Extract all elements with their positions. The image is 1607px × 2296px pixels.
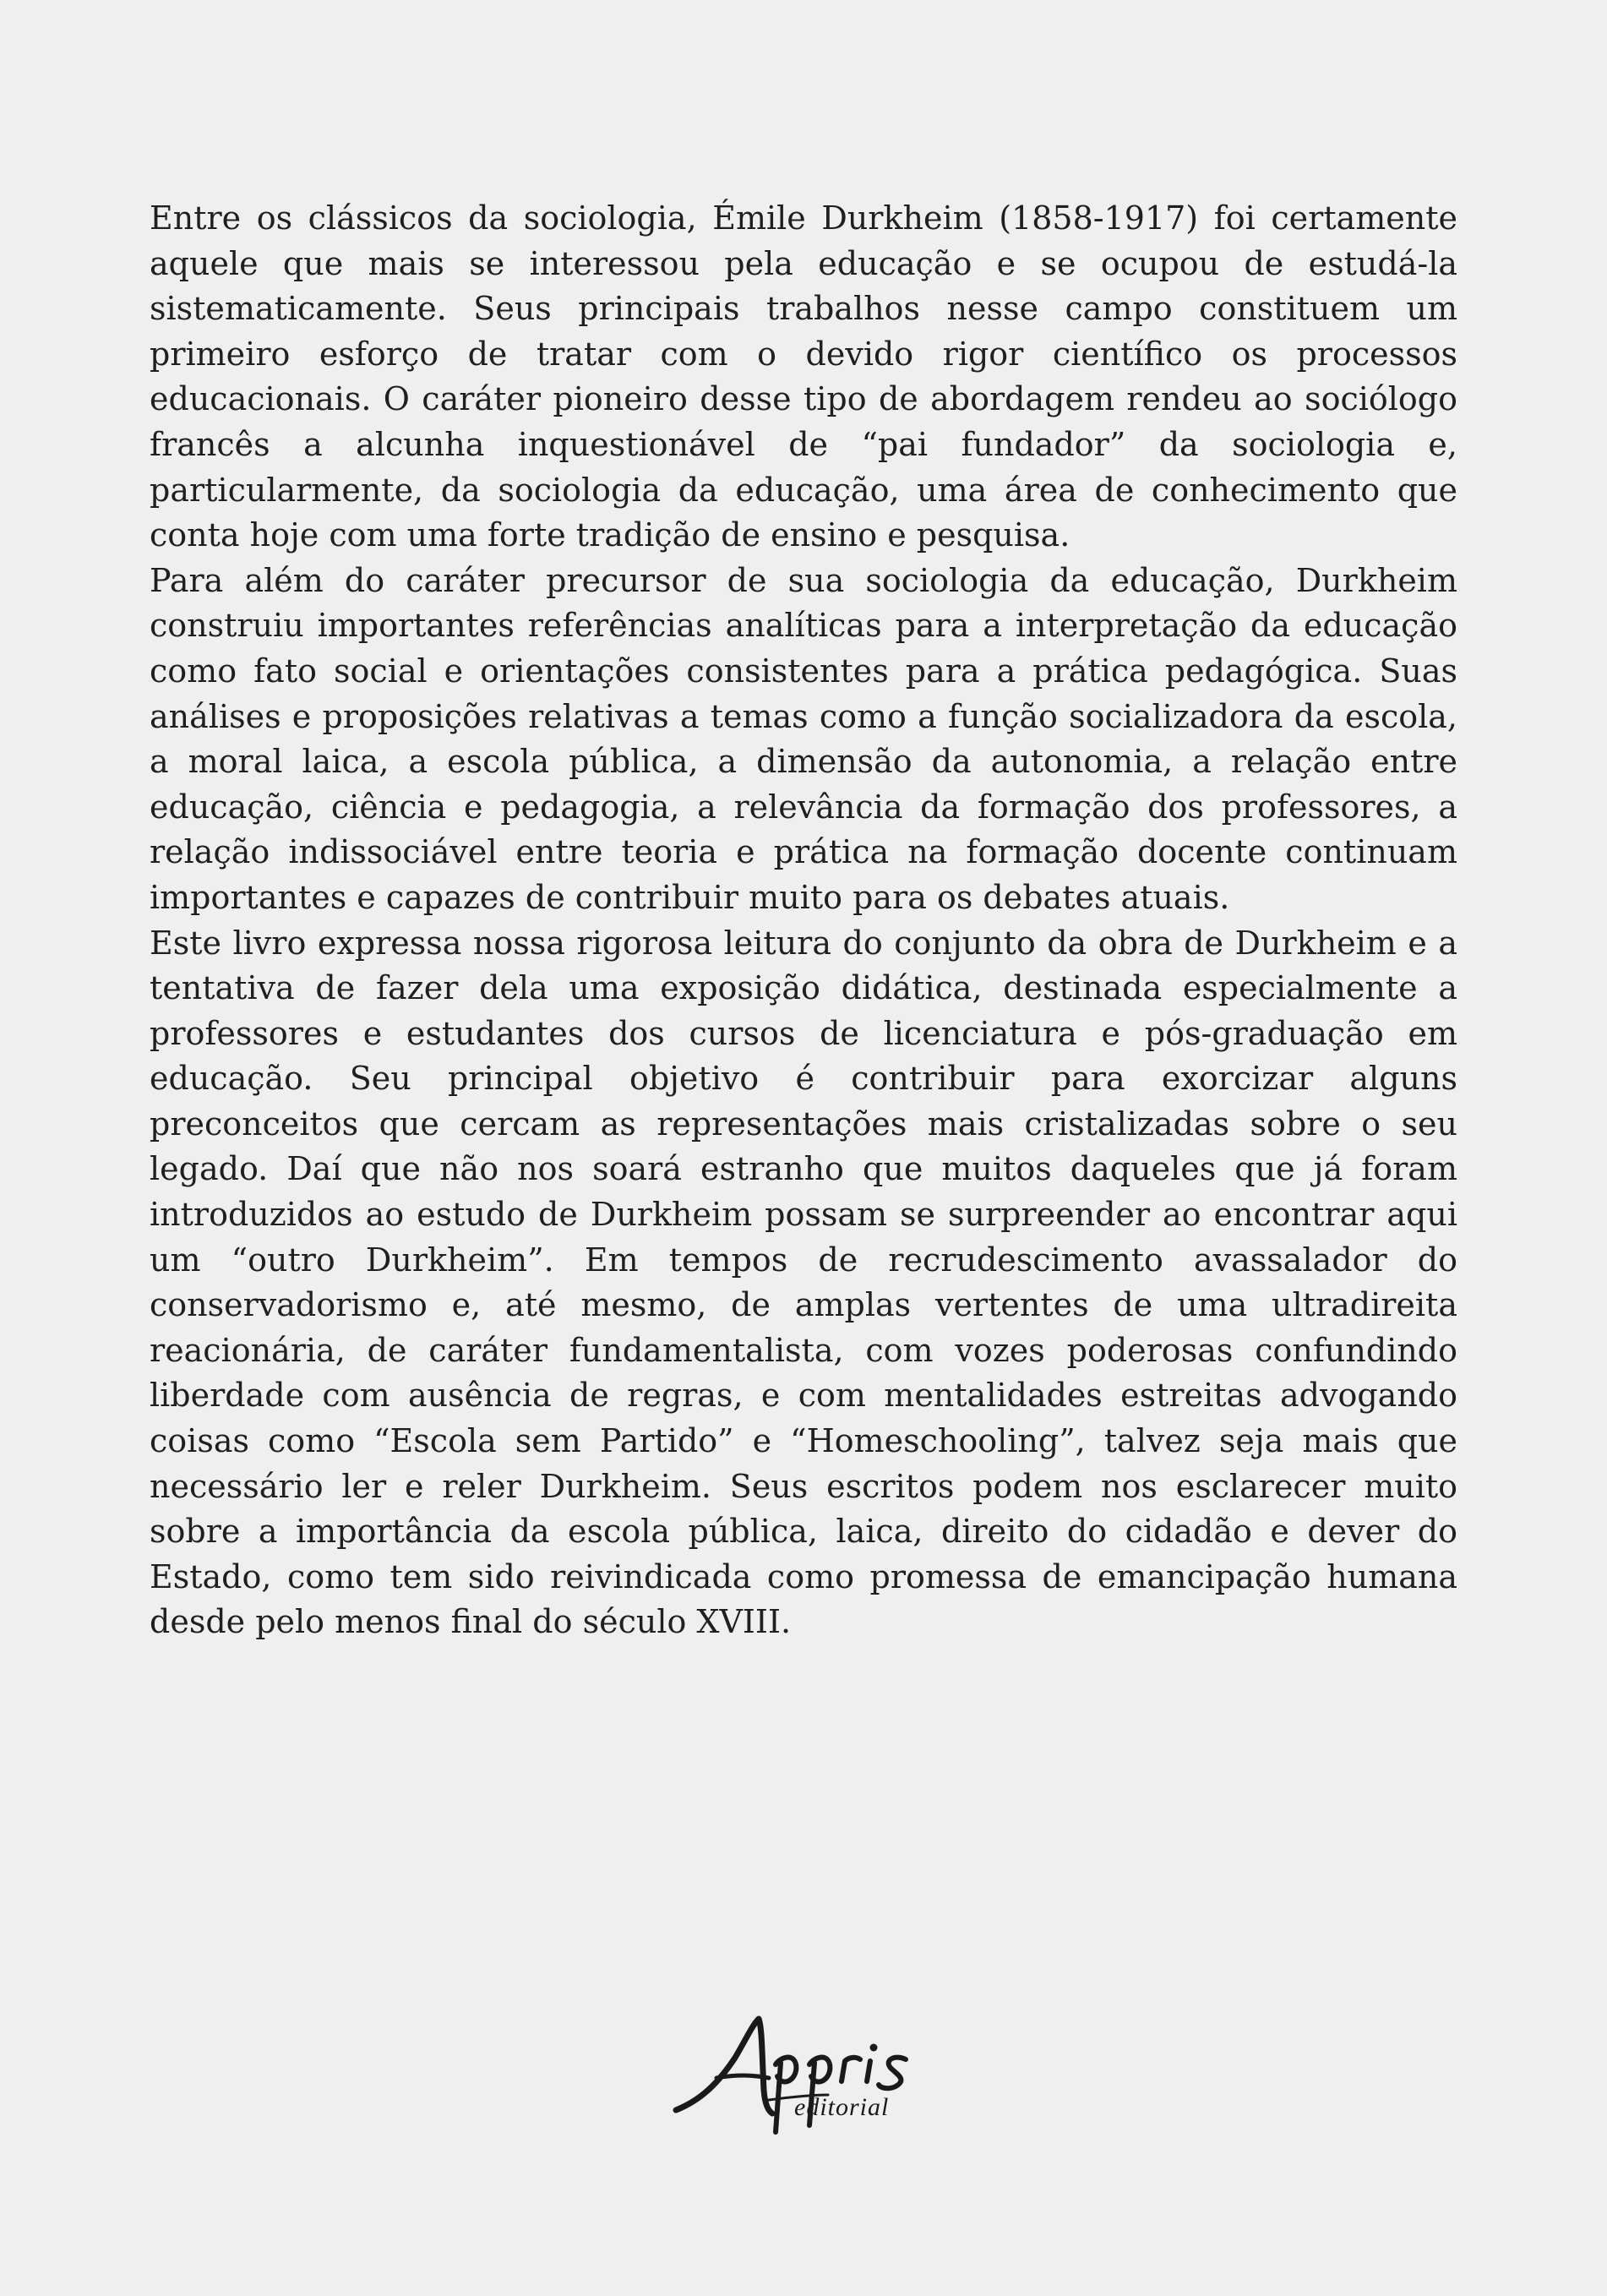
logo-letter-a-icon (676, 2019, 772, 2113)
appris-editorial-logo (667, 2007, 946, 2142)
paragraph-1: Entre os clássicos da sociologia, Émile Durkheim (1858-1917) foi certamente aquele que mais se interessou pela educação e se ocupou de estudá-la sistematicamente. Seus principais trabalhos nesse campo constituem um primeiro esforço de tratar com o devido rigor científico os processos educacionais. O caráter pioneiro desse tipo de abordagem rendeu ao sociólogo francês a alcunha inquestionável de “pai fundador” da sociologia e, particularmente, da sociologia da educação, uma área de conhecimento que conta hoje com uma forte tradição de ensino e pesquisa. (150, 199, 1457, 554)
paragraph-3: Este livro expressa nossa rigorosa leitura do conjunto da obra de Durkheim e a tentativa de fazer dela uma exposição didática, destinada especialmente a professores e estudantes dos cursos de licenciatura e pós-graduação em educação. Seu principal objetivo é contribuir para exorcizar alguns preconceitos que cercam as representações mais cristalizadas sobre o seu legado. Daí que não nos soará estranho que muitos daqueles que já foram introduzidos ao estudo de Durkheim possam se surpreender ao encontrar aqui um “outro Durkheim”. Em tempos de recrudescimento avassalador do conservadorismo e, até mesmo, de amplas vertentes de uma ultradireita reacionária, de caráter fundamentalista, com vozes poderosas confundindo liberdade com ausência de regras, e com mentalidades estreitas advogando coisas como “Escola sem Partido” e “Homeschooling”, talvez seja mais que necessário ler e reler Durkheim. Seus escritos podem nos esclarecer muito sobre a importância da escola pública, laica, direito do cidadão e dever do Estado, como tem sido reivindicada como promessa de emancipação humana desde pelo menos final do século XVIII. (150, 924, 1457, 1641)
paragraph-2: Para além do caráter precursor de sua sociologia da educação, Durkheim construiu importantes referências analíticas para a interpretação da educação como fato social e orientações consistentes para a prática pedagógica. Suas análises e proposições relativas a temas como a função socializadora da escola, a moral laica, a escola pública, a dimensão da autonomia, a relação entre educação, ciência e pedagogia, a relevância da formação dos professores, a relação indissociável entre teoria e prática na formação docente continuam importantes e capazes de contribuir muito para os debates atuais. (150, 561, 1457, 916)
logo-subtitle: editorial (794, 2093, 890, 2121)
blurb-text (150, 196, 1457, 1645)
